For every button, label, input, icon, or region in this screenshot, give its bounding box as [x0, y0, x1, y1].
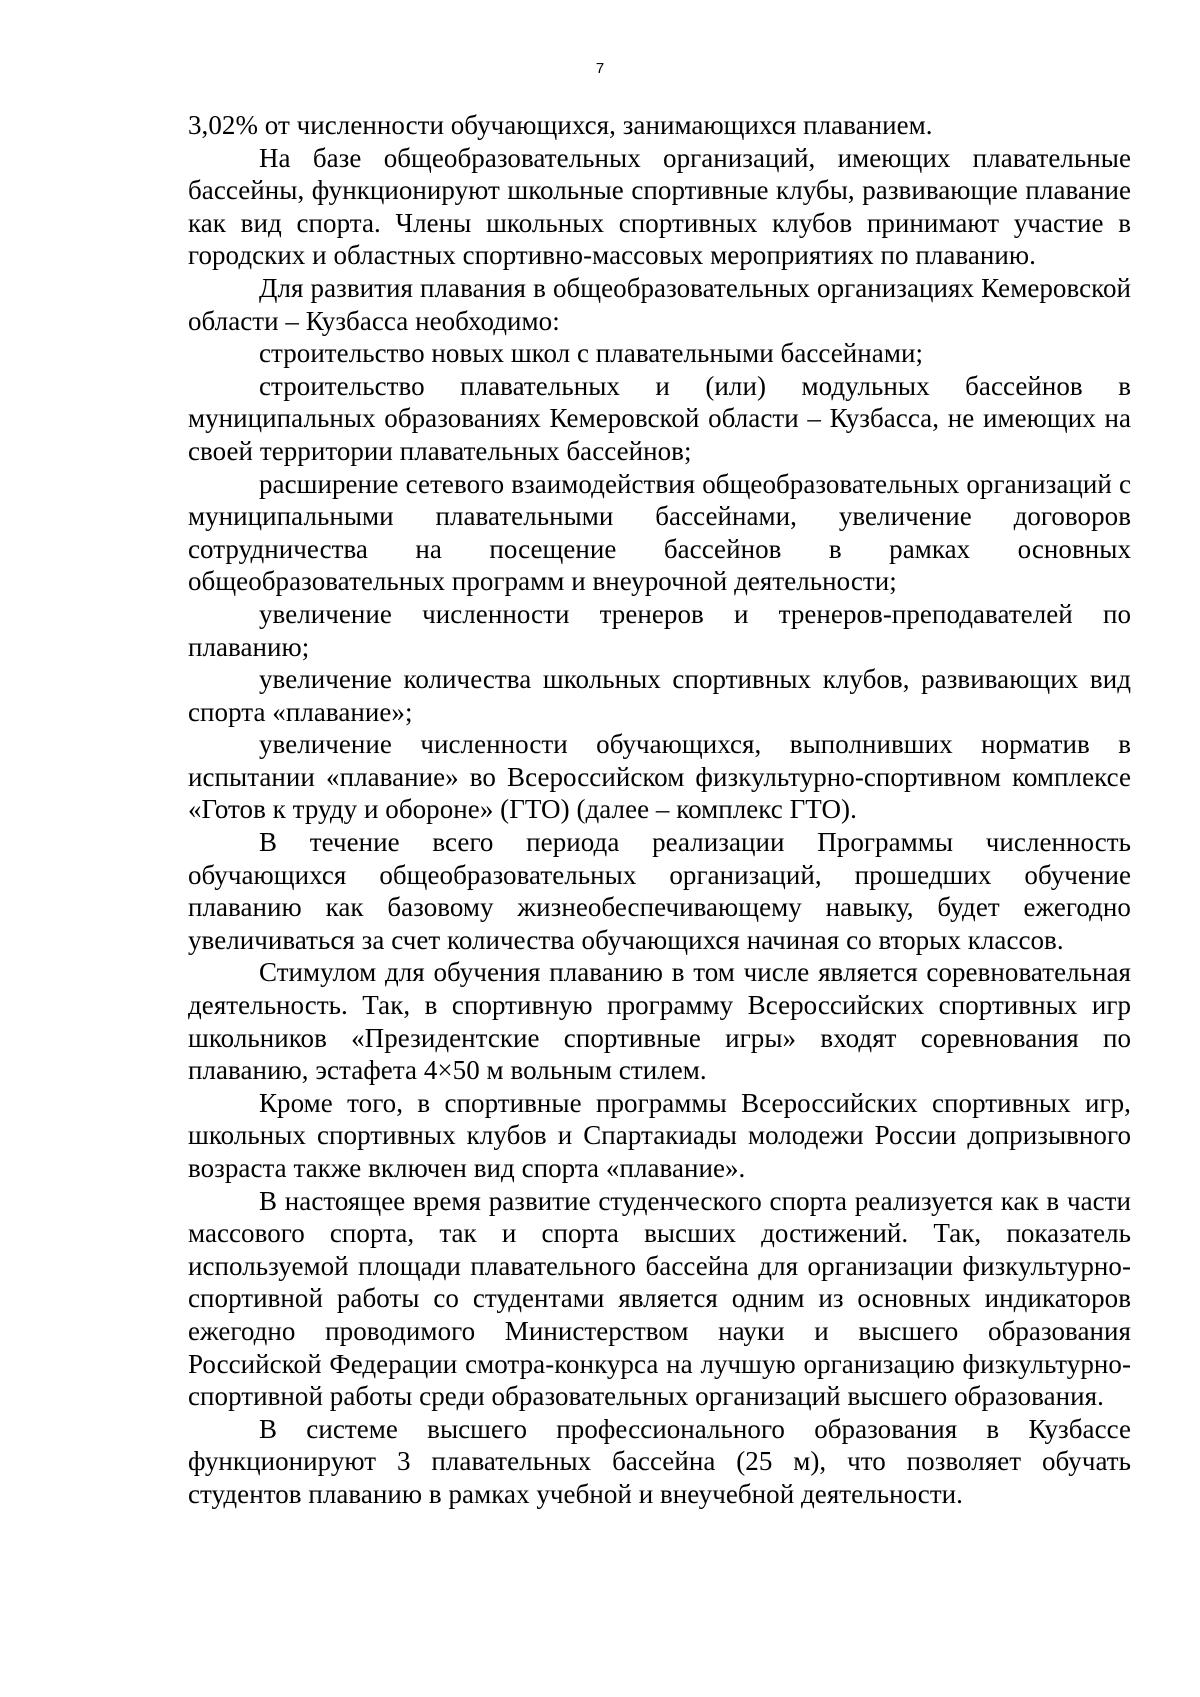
page-number: 7 [595, 60, 605, 77]
list-item-gto-norm: увеличение численности обучающихся, выполнивших норматив в испытании «плавание» во Всероссийском физкультурно-спортивном комплексе «Готов к труду и обороне» (ГТО) (далее – комплекс ГТО). [188, 729, 1131, 825]
list-item-sport-clubs: увеличение количества школьных спортивных клубов, развивающих вид спорта «плавание»; [188, 664, 1131, 727]
list-item-coaches: увеличение численности тренеров и тренеров-преподавателей по плаванию; [188, 598, 1131, 662]
paragraph-sport-programs: Кроме того, в спортивные программы Всероссийских спортивных игр, школьных спортивных клубов и Спартакиады молодежи России допризывного возраста также включен вид спорта «плавание». [188, 1087, 1131, 1183]
paragraph-development-intro: Для развития плавания в общеобразовательных организациях Кемеровской области – Кузбасса необходимо: [188, 272, 1131, 336]
paragraph-competition: Стимулом для обучения плаванию в том числе является соревновательная деятельность. Так, в спортивную программу Всероссийских спортивных игр школьников «Президентские спортивные игры» входят соревнования по плаванию, эстафета 4×50 м вольным стилем. [188, 957, 1131, 1086]
list-item-new-schools: строительство новых школ с плавательными бассейнами; [259, 338, 924, 369]
list-item-network-cooperation: расширение сетевого взаимодействия общеобразовательных организаций с муниципальными плавательными бассейнами, увеличение договоров сотрудничества на посещение бассейнов в рамках основных общеобразовательных программ и внеурочной деятельности; [188, 468, 1131, 597]
paragraph-school-clubs: На базе общеобразовательных организаций, имеющих плавательные бассейны, функционируют школьные спортивные клубы, развивающие плавание как вид спорта. Члены школьных спортивных клубов принимают участие в городских и областных спортивно-массовых мероприятиях по плаванию. [188, 142, 1131, 271]
paragraph-student-sport: В настоящее время развитие студенческого спорта реализуется как в части массового спорта, так и спорта высших достижений. Так, показатель используемой площади плавательного бассейна для организации физкультурно-спортивной работы со студентами является одним из основных индикаторов ежегодно проводимого Министерством науки и высшего образования Российской Федерации смотра-конкурса на лучшую организацию физкультурно-спортивной работы среди образовательных организаций высшего образования. [188, 1185, 1131, 1412]
list-item-modular-pools: строительство плавательных и (или) модульных бассейнов в муниципальных образованиях Кемеровской области – Кузбасса, не имеющих на своей территории плавательных бассейнов; [188, 370, 1131, 466]
document-body [188, 109, 1131, 1511]
paragraph-continuation: 3,02% от численности обучающихся, занимающихся плаванием. [188, 110, 933, 140]
paragraph-program-period: В течение всего периода реализации Программы численность обучающихся общеобразовательных организаций, прошедших обучение плаванию как базовому жизнеобеспечивающему навыку, будет ежегодно увеличиваться за счет количества обучающихся начиная со вторых классов. [188, 827, 1131, 955]
paragraph-higher-education-pools: В системе высшего профессионального образования в Кузбассе функционируют 3 плавательных бассейна (25 м), что позволяет обучать студентов плаванию в рамках учебной и внеучебной деятельности. [188, 1413, 1131, 1509]
